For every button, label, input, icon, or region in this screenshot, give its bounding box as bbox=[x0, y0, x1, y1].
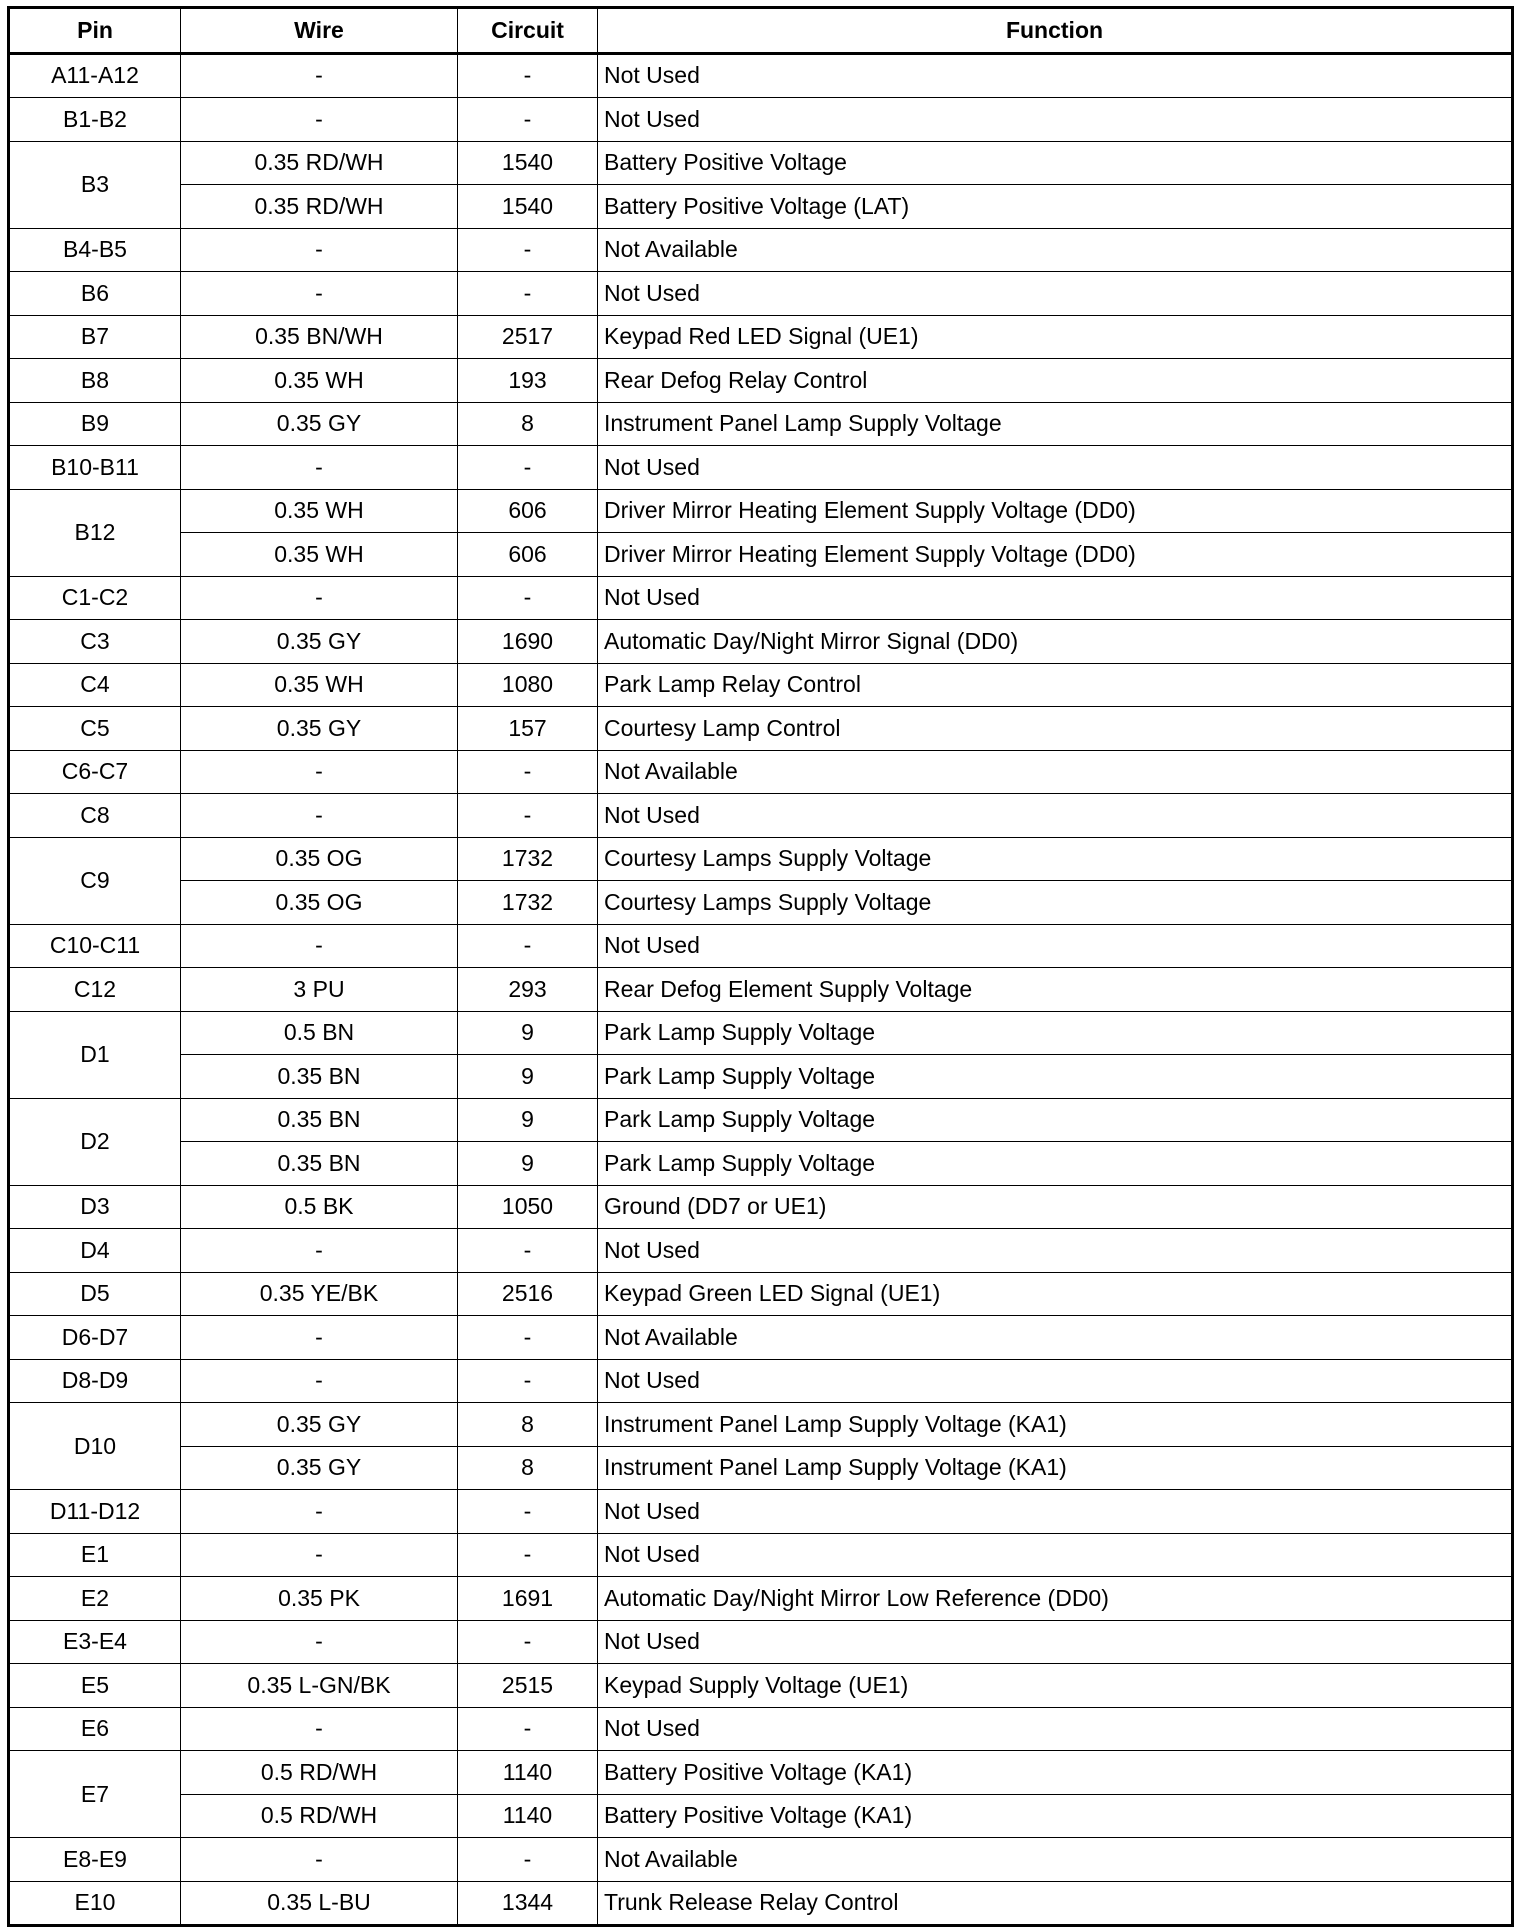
table-row bbox=[9, 707, 1513, 751]
pin-cell: C1-C2 bbox=[9, 576, 181, 620]
table-row bbox=[9, 272, 1513, 316]
table-row bbox=[9, 1620, 1513, 1664]
function-cell: Courtesy Lamp Control bbox=[598, 707, 1513, 751]
wire-cell: 0.35 L-BU bbox=[181, 1881, 458, 1926]
function-cell: Not Used bbox=[598, 1707, 1513, 1751]
function-cell: Instrument Panel Lamp Supply Voltage (KA1) bbox=[598, 1446, 1513, 1490]
wire-cell: 0.35 YE/BK bbox=[181, 1272, 458, 1316]
table-row bbox=[9, 533, 1513, 577]
wire-cell: 0.35 GY bbox=[181, 1403, 458, 1447]
circuit-cell: 1690 bbox=[458, 620, 598, 664]
pin-cell: C4 bbox=[9, 663, 181, 707]
function-cell: Not Used bbox=[598, 576, 1513, 620]
function-cell: Not Used bbox=[598, 53, 1513, 98]
circuit-cell: - bbox=[458, 924, 598, 968]
table-header-row bbox=[9, 8, 1513, 54]
function-cell: Not Used bbox=[598, 98, 1513, 142]
wire-cell: - bbox=[181, 1620, 458, 1664]
function-cell: Instrument Panel Lamp Supply Voltage (KA1) bbox=[598, 1403, 1513, 1447]
pin-cell: D5 bbox=[9, 1272, 181, 1316]
wire-cell: - bbox=[181, 1359, 458, 1403]
pin-cell: D1 bbox=[9, 1011, 181, 1098]
pin-cell: B7 bbox=[9, 315, 181, 359]
table-row bbox=[9, 53, 1513, 98]
pin-cell: B10-B11 bbox=[9, 446, 181, 490]
wire-cell: - bbox=[181, 576, 458, 620]
pinout-table-body bbox=[9, 53, 1513, 1926]
circuit-cell: 9 bbox=[458, 1098, 598, 1142]
table-row bbox=[9, 1229, 1513, 1273]
function-cell: Instrument Panel Lamp Supply Voltage bbox=[598, 402, 1513, 446]
function-cell: Not Available bbox=[598, 1316, 1513, 1360]
table-row bbox=[9, 924, 1513, 968]
function-cell: Ground (DD7 or UE1) bbox=[598, 1185, 1513, 1229]
circuit-cell: 1050 bbox=[458, 1185, 598, 1229]
function-cell: Park Lamp Supply Voltage bbox=[598, 1011, 1513, 1055]
function-cell: Driver Mirror Heating Element Supply Voltage (DD0) bbox=[598, 489, 1513, 533]
pin-cell: D4 bbox=[9, 1229, 181, 1273]
circuit-cell: 1140 bbox=[458, 1751, 598, 1795]
wire-cell: 0.35 OG bbox=[181, 837, 458, 881]
table-row bbox=[9, 881, 1513, 925]
table-row bbox=[9, 794, 1513, 838]
table-row bbox=[9, 359, 1513, 403]
function-cell: Park Lamp Supply Voltage bbox=[598, 1098, 1513, 1142]
circuit-cell: 1540 bbox=[458, 185, 598, 229]
wire-cell: - bbox=[181, 98, 458, 142]
function-cell: Battery Positive Voltage (KA1) bbox=[598, 1794, 1513, 1838]
pin-cell: C8 bbox=[9, 794, 181, 838]
wire-cell: - bbox=[181, 1838, 458, 1882]
pin-cell: E1 bbox=[9, 1533, 181, 1577]
circuit-cell: 8 bbox=[458, 1446, 598, 1490]
pin-cell: C5 bbox=[9, 707, 181, 751]
circuit-cell: - bbox=[458, 272, 598, 316]
wire-cell: 3 PU bbox=[181, 968, 458, 1012]
table-row bbox=[9, 228, 1513, 272]
pin-cell: E5 bbox=[9, 1664, 181, 1708]
wire-cell: - bbox=[181, 446, 458, 490]
pin-cell: D8-D9 bbox=[9, 1359, 181, 1403]
wire-cell: 0.35 WH bbox=[181, 663, 458, 707]
circuit-cell: - bbox=[458, 576, 598, 620]
wire-cell: 0.35 WH bbox=[181, 533, 458, 577]
table-row bbox=[9, 576, 1513, 620]
table-row bbox=[9, 1838, 1513, 1882]
pin-cell: C3 bbox=[9, 620, 181, 664]
circuit-cell: 9 bbox=[458, 1011, 598, 1055]
wire-cell: 0.35 BN bbox=[181, 1098, 458, 1142]
circuit-cell: 1691 bbox=[458, 1577, 598, 1621]
circuit-cell: 2515 bbox=[458, 1664, 598, 1708]
header-wire: Wire bbox=[181, 8, 458, 54]
pin-cell: B12 bbox=[9, 489, 181, 576]
wire-cell: - bbox=[181, 1707, 458, 1751]
pin-cell: B6 bbox=[9, 272, 181, 316]
function-cell: Park Lamp Supply Voltage bbox=[598, 1142, 1513, 1186]
header-function: Function bbox=[598, 8, 1513, 54]
function-cell: Rear Defog Element Supply Voltage bbox=[598, 968, 1513, 1012]
circuit-cell: - bbox=[458, 1707, 598, 1751]
table-row bbox=[9, 1446, 1513, 1490]
table-row bbox=[9, 663, 1513, 707]
circuit-cell: 2516 bbox=[458, 1272, 598, 1316]
wire-cell: 0.35 GY bbox=[181, 620, 458, 664]
function-cell: Not Used bbox=[598, 794, 1513, 838]
table-row bbox=[9, 620, 1513, 664]
table-row bbox=[9, 968, 1513, 1012]
table-row bbox=[9, 185, 1513, 229]
function-cell: Park Lamp Supply Voltage bbox=[598, 1055, 1513, 1099]
pin-cell: E7 bbox=[9, 1751, 181, 1838]
circuit-cell: - bbox=[458, 1359, 598, 1403]
wire-cell: - bbox=[181, 228, 458, 272]
function-cell: Not Used bbox=[598, 1229, 1513, 1273]
wire-cell: - bbox=[181, 272, 458, 316]
circuit-cell: 1080 bbox=[458, 663, 598, 707]
wire-cell: - bbox=[181, 794, 458, 838]
circuit-cell: 8 bbox=[458, 402, 598, 446]
wire-cell: 0.35 PK bbox=[181, 1577, 458, 1621]
table-row bbox=[9, 837, 1513, 881]
circuit-cell: 8 bbox=[458, 1403, 598, 1447]
table-row bbox=[9, 315, 1513, 359]
function-cell: Keypad Green LED Signal (UE1) bbox=[598, 1272, 1513, 1316]
circuit-cell: 606 bbox=[458, 489, 598, 533]
table-row bbox=[9, 98, 1513, 142]
function-cell: Not Used bbox=[598, 272, 1513, 316]
pin-cell: D6-D7 bbox=[9, 1316, 181, 1360]
wire-cell: 0.5 BK bbox=[181, 1185, 458, 1229]
pin-cell: E3-E4 bbox=[9, 1620, 181, 1664]
circuit-cell: 9 bbox=[458, 1142, 598, 1186]
table-row bbox=[9, 1490, 1513, 1534]
wire-cell: 0.5 RD/WH bbox=[181, 1794, 458, 1838]
table-row bbox=[9, 1707, 1513, 1751]
pin-cell: C10-C11 bbox=[9, 924, 181, 968]
pin-cell: E8-E9 bbox=[9, 1838, 181, 1882]
pin-cell: B4-B5 bbox=[9, 228, 181, 272]
pin-cell: C12 bbox=[9, 968, 181, 1012]
wire-cell: 0.35 GY bbox=[181, 402, 458, 446]
wire-cell: 0.35 BN/WH bbox=[181, 315, 458, 359]
wire-cell: 0.35 BN bbox=[181, 1142, 458, 1186]
function-cell: Courtesy Lamps Supply Voltage bbox=[598, 837, 1513, 881]
function-cell: Battery Positive Voltage bbox=[598, 141, 1513, 185]
table-row bbox=[9, 1142, 1513, 1186]
wire-cell: 0.5 BN bbox=[181, 1011, 458, 1055]
pin-cell: E2 bbox=[9, 1577, 181, 1621]
wire-cell: 0.5 RD/WH bbox=[181, 1751, 458, 1795]
pin-cell: E10 bbox=[9, 1881, 181, 1926]
header-circuit: Circuit bbox=[458, 8, 598, 54]
function-cell: Not Available bbox=[598, 1838, 1513, 1882]
function-cell: Automatic Day/Night Mirror Signal (DD0) bbox=[598, 620, 1513, 664]
pin-cell: C9 bbox=[9, 837, 181, 924]
table-row bbox=[9, 1664, 1513, 1708]
table-row bbox=[9, 1751, 1513, 1795]
circuit-cell: 157 bbox=[458, 707, 598, 751]
function-cell: Keypad Red LED Signal (UE1) bbox=[598, 315, 1513, 359]
circuit-cell: 1732 bbox=[458, 881, 598, 925]
pin-cell: C6-C7 bbox=[9, 750, 181, 794]
wire-cell: 0.35 RD/WH bbox=[181, 141, 458, 185]
table-row bbox=[9, 446, 1513, 490]
table-row bbox=[9, 489, 1513, 533]
function-cell: Battery Positive Voltage (LAT) bbox=[598, 185, 1513, 229]
table-row bbox=[9, 1577, 1513, 1621]
circuit-cell: - bbox=[458, 1620, 598, 1664]
circuit-cell: 1140 bbox=[458, 1794, 598, 1838]
connector-pinout-sheet bbox=[7, 6, 1514, 1927]
circuit-cell: 1732 bbox=[458, 837, 598, 881]
function-cell: Not Used bbox=[598, 924, 1513, 968]
function-cell: Automatic Day/Night Mirror Low Reference (DD0) bbox=[598, 1577, 1513, 1621]
circuit-cell: - bbox=[458, 1533, 598, 1577]
function-cell: Not Used bbox=[598, 1359, 1513, 1403]
circuit-cell: 606 bbox=[458, 533, 598, 577]
wire-cell: 0.35 OG bbox=[181, 881, 458, 925]
pin-cell: B1-B2 bbox=[9, 98, 181, 142]
wire-cell: 0.35 BN bbox=[181, 1055, 458, 1099]
circuit-cell: - bbox=[458, 750, 598, 794]
circuit-cell: - bbox=[458, 1229, 598, 1273]
wire-cell: 0.35 WH bbox=[181, 489, 458, 533]
table-row bbox=[9, 1359, 1513, 1403]
table-row bbox=[9, 1533, 1513, 1577]
function-cell: Driver Mirror Heating Element Supply Voltage (DD0) bbox=[598, 533, 1513, 577]
function-cell: Rear Defog Relay Control bbox=[598, 359, 1513, 403]
table-row bbox=[9, 1272, 1513, 1316]
circuit-cell: - bbox=[458, 98, 598, 142]
pin-cell: D3 bbox=[9, 1185, 181, 1229]
circuit-cell: - bbox=[458, 794, 598, 838]
circuit-cell: 193 bbox=[458, 359, 598, 403]
function-cell: Trunk Release Relay Control bbox=[598, 1881, 1513, 1926]
wire-cell: - bbox=[181, 1316, 458, 1360]
table-row bbox=[9, 402, 1513, 446]
function-cell: Not Used bbox=[598, 1533, 1513, 1577]
table-row bbox=[9, 1881, 1513, 1926]
function-cell: Keypad Supply Voltage (UE1) bbox=[598, 1664, 1513, 1708]
pin-cell: B8 bbox=[9, 359, 181, 403]
function-cell: Not Used bbox=[598, 1490, 1513, 1534]
table-row bbox=[9, 1403, 1513, 1447]
function-cell: Park Lamp Relay Control bbox=[598, 663, 1513, 707]
wire-cell: - bbox=[181, 1533, 458, 1577]
circuit-cell: 9 bbox=[458, 1055, 598, 1099]
wire-cell: 0.35 RD/WH bbox=[181, 185, 458, 229]
pin-cell: E6 bbox=[9, 1707, 181, 1751]
function-cell: Not Used bbox=[598, 446, 1513, 490]
wire-cell: - bbox=[181, 1490, 458, 1534]
function-cell: Battery Positive Voltage (KA1) bbox=[598, 1751, 1513, 1795]
table-row bbox=[9, 1316, 1513, 1360]
pin-cell: A11-A12 bbox=[9, 53, 181, 98]
circuit-cell: 2517 bbox=[458, 315, 598, 359]
circuit-cell: - bbox=[458, 1316, 598, 1360]
wire-cell: - bbox=[181, 1229, 458, 1273]
pin-cell: B3 bbox=[9, 141, 181, 228]
table-row bbox=[9, 1185, 1513, 1229]
table-row bbox=[9, 1055, 1513, 1099]
function-cell: Courtesy Lamps Supply Voltage bbox=[598, 881, 1513, 925]
pinout-table bbox=[7, 6, 1514, 1927]
wire-cell: 0.35 GY bbox=[181, 707, 458, 751]
pin-cell: D2 bbox=[9, 1098, 181, 1185]
circuit-cell: - bbox=[458, 446, 598, 490]
wire-cell: 0.35 L-GN/BK bbox=[181, 1664, 458, 1708]
table-row bbox=[9, 141, 1513, 185]
function-cell: Not Available bbox=[598, 228, 1513, 272]
wire-cell: - bbox=[181, 53, 458, 98]
circuit-cell: - bbox=[458, 53, 598, 98]
pin-cell: B9 bbox=[9, 402, 181, 446]
table-row bbox=[9, 1794, 1513, 1838]
table-row bbox=[9, 750, 1513, 794]
wire-cell: 0.35 WH bbox=[181, 359, 458, 403]
circuit-cell: - bbox=[458, 1490, 598, 1534]
table-row bbox=[9, 1011, 1513, 1055]
wire-cell: - bbox=[181, 924, 458, 968]
circuit-cell: 1540 bbox=[458, 141, 598, 185]
circuit-cell: - bbox=[458, 1838, 598, 1882]
wire-cell: 0.35 GY bbox=[181, 1446, 458, 1490]
pin-cell: D11-D12 bbox=[9, 1490, 181, 1534]
circuit-cell: 293 bbox=[458, 968, 598, 1012]
circuit-cell: 1344 bbox=[458, 1881, 598, 1926]
circuit-cell: - bbox=[458, 228, 598, 272]
pin-cell: D10 bbox=[9, 1403, 181, 1490]
table-row bbox=[9, 1098, 1513, 1142]
wire-cell: - bbox=[181, 750, 458, 794]
header-pin: Pin bbox=[9, 8, 181, 54]
function-cell: Not Available bbox=[598, 750, 1513, 794]
function-cell: Not Used bbox=[598, 1620, 1513, 1664]
